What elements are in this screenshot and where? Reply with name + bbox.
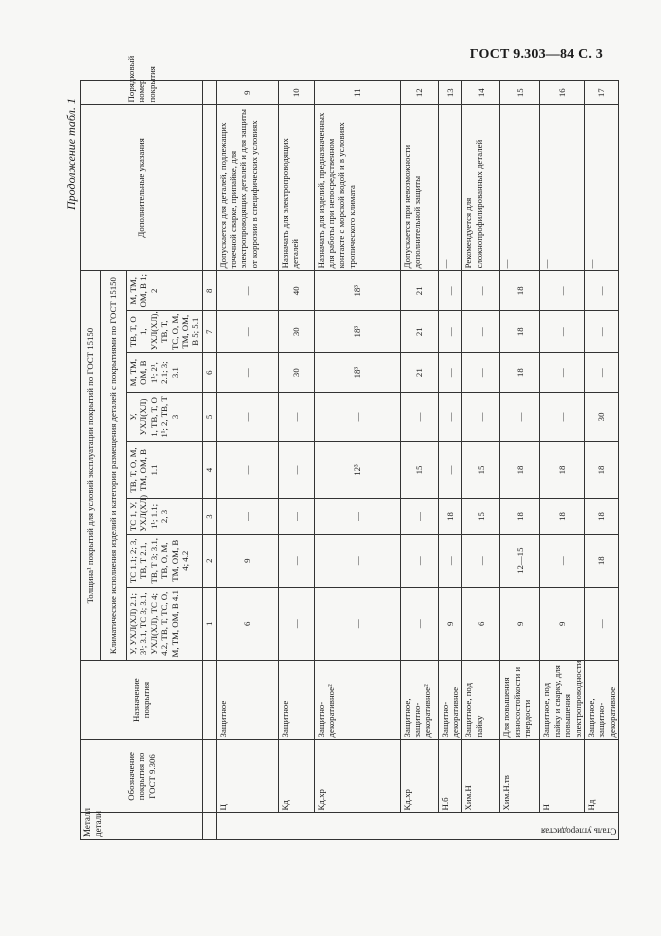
cell-purpose: Защитное xyxy=(278,660,314,740)
table-row xyxy=(584,81,618,840)
cell-thickness: — xyxy=(314,499,400,534)
cell-thickness: — xyxy=(278,534,314,587)
cell-thickness: — xyxy=(438,393,462,442)
cell-thickness: — xyxy=(216,353,278,393)
header-row-number: Порядковый номер покрытия xyxy=(81,81,203,105)
cell-thickness: 18³ xyxy=(314,271,400,311)
cell-thickness: 15 xyxy=(462,441,500,499)
climate-code-2: ТС 1.1; 2; 3, ТВ, Т 2.1, ТВ, Т 3; 3.1, ТВ, О, М, ТМ, ОМ, В 4; 4.2 xyxy=(127,534,203,587)
condition-number: 3 xyxy=(202,499,216,534)
cell-thickness: — xyxy=(584,353,618,393)
cell-purpose: Защитное, защитно-декоративное² xyxy=(400,660,438,740)
cell-extra: Назначать для электропроводящих деталей xyxy=(278,105,314,271)
cell-thickness: — xyxy=(462,311,500,353)
climate-code-7: ТВ, Т, О 1, УХЛ(ХЛ), ТВ, Т, ТС, О, М, ТМ, ОМ, В 5; 5.1 xyxy=(127,311,203,353)
cell-thickness: 18 xyxy=(540,441,585,499)
cell-row-number: 13 xyxy=(438,81,462,105)
cell-row-number: 15 xyxy=(500,81,540,105)
header-purpose: Назначение покрытия xyxy=(81,660,203,740)
cell-designation: Хим.Н xyxy=(462,740,500,813)
cell-thickness: — xyxy=(462,393,500,442)
cell-designation: Нд xyxy=(584,740,618,813)
cell-thickness: 18 xyxy=(584,441,618,499)
cell-thickness: — xyxy=(438,353,462,393)
metal-group-label: Сталь углеродистая xyxy=(216,813,618,840)
cell-thickness: 21 xyxy=(400,353,438,393)
cell-thickness: 15 xyxy=(462,499,500,534)
cell-thickness: — xyxy=(438,311,462,353)
header-designation: Обозначение покрытия по ГОСТ 9.306 xyxy=(81,740,203,813)
cell-designation: Кд xyxy=(278,740,314,813)
cell-thickness: — xyxy=(216,393,278,442)
cell-thickness: 18 xyxy=(584,499,618,534)
climate-code-6: М, ТМ, ОМ, В 1¹; 2¹, 2.1; 3; 3.1 xyxy=(127,353,203,393)
cell-thickness: 6 xyxy=(462,587,500,660)
cell-row-number: 12 xyxy=(400,81,438,105)
cell-thickness: — xyxy=(438,534,462,587)
cell-thickness: 30 xyxy=(278,353,314,393)
cell-thickness: — xyxy=(314,534,400,587)
page-header: ГОСТ 9.303—84 С. 3 xyxy=(469,47,603,62)
cell-thickness: 6 xyxy=(216,587,278,660)
cell-thickness: 18 xyxy=(584,534,618,587)
table-row xyxy=(540,81,585,840)
condition-number: 6 xyxy=(202,353,216,393)
table-row xyxy=(278,81,314,840)
cell-thickness: — xyxy=(278,587,314,660)
cell-row-number: 17 xyxy=(584,81,618,105)
table-row xyxy=(462,81,500,840)
climate-code-4: ТВ, Т, О, М, ТМ, ОМ, В 1.1 xyxy=(127,441,203,499)
cell-extra: — xyxy=(438,105,462,271)
cell-thickness: — xyxy=(216,271,278,311)
cell-purpose: Защитное xyxy=(216,660,278,740)
cell-thickness: — xyxy=(540,311,585,353)
cell-thickness: 15 xyxy=(400,441,438,499)
condition-number: 2 xyxy=(202,534,216,587)
header-extra: Дополнительные указания xyxy=(81,105,203,271)
cell-purpose: Защитно-декоративное xyxy=(438,660,462,740)
cell-designation: Н xyxy=(540,740,585,813)
cell-thickness: 18 xyxy=(540,499,585,534)
climate-code-5: У, УХЛ(ХЛ) 1, ТВ, Т, О 1¹; 2, ТВ, Т 3 xyxy=(127,393,203,442)
cell-thickness: — xyxy=(400,534,438,587)
cell-row-number: 14 xyxy=(462,81,500,105)
cell-thickness: — xyxy=(438,271,462,311)
cell-thickness: 18 xyxy=(500,271,540,311)
cell-thickness: 12—15 xyxy=(500,534,540,587)
cell-thickness: 9 xyxy=(540,587,585,660)
cell-thickness: — xyxy=(500,393,540,442)
cell-thickness: 12³ xyxy=(314,441,400,499)
cell-extra: Допускается при невозможности дополнительной защиты xyxy=(400,105,438,271)
table-row xyxy=(216,81,278,840)
cell-thickness: 18 xyxy=(500,311,540,353)
cell-thickness: — xyxy=(278,499,314,534)
cell-purpose: Защитно-декоративное² xyxy=(314,660,400,740)
cell-thickness: — xyxy=(540,534,585,587)
cell-extra: Назначать для изделий, предназначенных для работы при непосредственном контакте с морской водой и в условиях тропического климата xyxy=(314,105,400,271)
cell-thickness: 18³ xyxy=(314,353,400,393)
cell-thickness: 9 xyxy=(500,587,540,660)
condition-number: 7 xyxy=(202,311,216,353)
cell-thickness: — xyxy=(540,271,585,311)
header-thickness-group: Толщина¹ покрытий для условий эксплуатации покрытий по ГОСТ 15150 xyxy=(81,271,101,660)
cell-thickness: 18 xyxy=(500,441,540,499)
cell-thickness: — xyxy=(400,499,438,534)
cell-designation: Хим.Н.тв xyxy=(500,740,540,813)
cell-designation: Кд.хр xyxy=(400,740,438,813)
cell-thickness: — xyxy=(584,271,618,311)
cell-thickness: — xyxy=(438,441,462,499)
cell-extra: — xyxy=(540,105,585,271)
cell-thickness: — xyxy=(278,441,314,499)
cell-thickness: 40 xyxy=(278,271,314,311)
cell-extra: Рекомендуется для сложнопрофилированных деталей xyxy=(462,105,500,271)
cell-thickness: — xyxy=(278,393,314,442)
cell-row-number: 9 xyxy=(216,81,278,105)
cell-thickness: 18 xyxy=(438,499,462,534)
cell-thickness: — xyxy=(540,353,585,393)
cell-purpose: Защитное, под пайку xyxy=(462,660,500,740)
cell-thickness: — xyxy=(540,393,585,442)
condition-number: 5 xyxy=(202,393,216,442)
cell-thickness: 9 xyxy=(438,587,462,660)
cell-thickness: — xyxy=(216,311,278,353)
table-row xyxy=(400,81,438,840)
cell-thickness: — xyxy=(462,353,500,393)
coatings-table xyxy=(80,55,619,840)
cell-thickness: 18 xyxy=(500,499,540,534)
header-climate-group: Климатические исполнения изделий и категории размещения деталей с покрытиями по ГОСТ 15150 xyxy=(101,271,127,660)
climate-code-1: У, УХЛ(ХЛ) 2.1; 3¹; 3.1, ТС 3; 3.1, УХЛ(ХЛ), ТС 4; 4.2, ТВ, Т, ТС, О, М, ТМ, ОМ, В 4.1 xyxy=(127,587,203,660)
cell-row-number: 11 xyxy=(314,81,400,105)
cell-thickness: — xyxy=(314,393,400,442)
cell-designation: Ц xyxy=(216,740,278,813)
cell-thickness: — xyxy=(462,271,500,311)
cell-thickness: 18³ xyxy=(314,311,400,353)
condition-number: 1 xyxy=(202,587,216,660)
condition-number: 4 xyxy=(202,441,216,499)
cell-thickness: — xyxy=(584,587,618,660)
continuation-label: Продолжение табл. 1 xyxy=(64,98,78,210)
table-row xyxy=(314,81,400,840)
cell-row-number: 10 xyxy=(278,81,314,105)
cell-thickness: — xyxy=(584,311,618,353)
cell-thickness: 30 xyxy=(584,393,618,442)
cell-thickness: 21 xyxy=(400,311,438,353)
cell-thickness: 18 xyxy=(500,353,540,393)
cell-thickness: — xyxy=(462,534,500,587)
table-row xyxy=(438,81,462,840)
climate-code-3: ТС 1, У, УХЛ(ХЛ) 1¹; 1.1; 2, 3 xyxy=(127,499,203,534)
cell-thickness: 21 xyxy=(400,271,438,311)
cell-designation: Кд.хр xyxy=(314,740,400,813)
cell-thickness: — xyxy=(216,499,278,534)
cell-thickness: — xyxy=(216,441,278,499)
cell-thickness: — xyxy=(314,587,400,660)
rotated-table-container xyxy=(80,55,617,840)
cell-purpose: Защитное, защитно-декоративное xyxy=(584,660,618,740)
cell-extra: Допускается для деталей, подлежащих точечной сварке, припайке, для электропроводящих деталей и для защиты от коррозии в специфических условиях xyxy=(216,105,278,271)
cell-thickness: — xyxy=(400,393,438,442)
metal-side-label: Металл детали xyxy=(81,813,203,840)
cell-designation: Н.б xyxy=(438,740,462,813)
table-body xyxy=(216,81,618,840)
condition-number: 8 xyxy=(202,271,216,311)
cell-extra: — xyxy=(584,105,618,271)
cell-row-number: 16 xyxy=(540,81,585,105)
cell-purpose: Защитное, под пайку и сварку, для повышения электропроводности xyxy=(540,660,585,740)
cell-thickness: — xyxy=(400,587,438,660)
climate-code-8: М, ТМ, ОМ, В 1; 2 xyxy=(127,271,203,311)
cell-purpose: Для повышения износостойкости и твердости xyxy=(500,660,540,740)
cell-thickness: 9 xyxy=(216,534,278,587)
table-row xyxy=(500,81,540,840)
cell-thickness: 30 xyxy=(278,311,314,353)
cell-extra: — xyxy=(500,105,540,271)
